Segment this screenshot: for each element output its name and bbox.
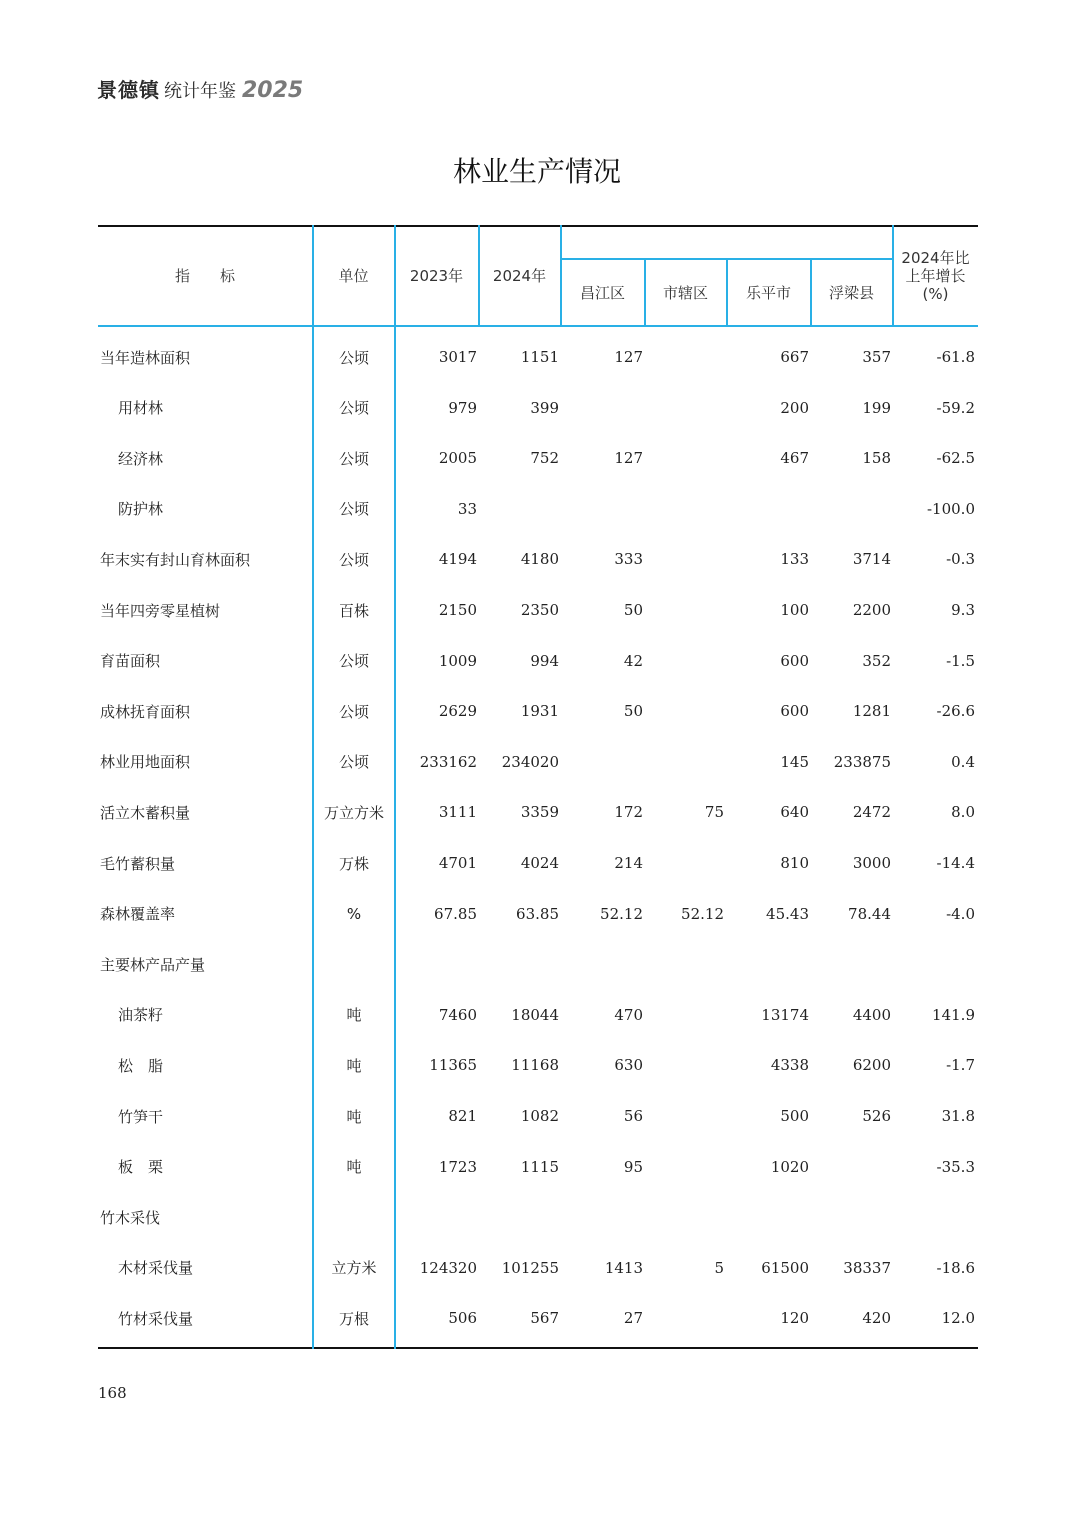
row-label: 当年造林面积: [100, 348, 191, 367]
cell-leping: [728, 939, 809, 989]
table-row: [98, 585, 978, 635]
cell-2024: 3359: [520, 803, 559, 822]
cell-fuliang: [811, 484, 891, 534]
row-unit: 吨: [346, 1006, 362, 1025]
row-unit: 公顷: [338, 702, 369, 721]
cell-growth: -35.3: [936, 1157, 975, 1176]
cell-shixia: [644, 1091, 724, 1141]
yearbook-subtitle: 统计年鉴: [164, 81, 236, 102]
cell-shixia: [644, 534, 724, 584]
row-label: 年末实有封山育林面积: [100, 550, 251, 569]
row-label: 木材采伐量: [118, 1259, 194, 1278]
row-label: 成林抚育面积: [100, 702, 191, 721]
table-row: [98, 1192, 978, 1242]
cell-leping: 1020: [770, 1157, 809, 1176]
cell-2024: 994: [530, 651, 559, 670]
cell-fuliang: 158: [862, 449, 891, 468]
cell-changjiang: 127: [614, 449, 643, 468]
row-label: 活立木蓄积量: [100, 803, 191, 822]
cell-fuliang: 1281: [852, 702, 891, 721]
row-label: 毛竹蓄积量: [100, 854, 176, 873]
cell-2023: 2005: [438, 449, 477, 468]
row-label: 竹木采伐: [100, 1208, 161, 1227]
header-growth: 2024年比 上年增长 (%): [901, 249, 970, 303]
cell-shixia: [644, 838, 724, 888]
row-unit: 公顷: [338, 753, 369, 772]
cell-shixia: [644, 332, 724, 382]
cell-leping: 200: [780, 398, 809, 417]
cell-leping: 667: [780, 348, 809, 366]
row-label: 经济林: [118, 449, 164, 468]
cell-shixia: [644, 1192, 724, 1242]
cell-2023: 7460: [438, 1005, 477, 1024]
cell-changjiang: [561, 939, 643, 989]
cell-growth: 8.0: [951, 803, 975, 822]
table-row: [98, 484, 978, 534]
cell-leping: 45.43: [766, 904, 809, 923]
row-label: 用材林: [118, 399, 164, 418]
cell-changjiang: 470: [614, 1005, 643, 1024]
cell-shixia: [644, 939, 724, 989]
row-label: 防护林: [118, 500, 164, 519]
cell-2024: 18044: [511, 1005, 559, 1024]
cell-2023: 233162: [419, 752, 477, 771]
cell-shixia: [644, 1142, 724, 1192]
row-unit: [313, 939, 395, 989]
table-row: [98, 383, 978, 433]
cell-2024: 752: [530, 449, 559, 468]
cell-shixia: 75: [704, 803, 724, 822]
cell-changjiang: 95: [623, 1157, 643, 1176]
header-changjiang: 昌江区: [579, 283, 625, 302]
cell-fuliang: 38337: [843, 1258, 891, 1277]
row-unit: 公顷: [338, 500, 369, 519]
page-number: 168: [98, 1384, 127, 1402]
row-unit: %: [346, 904, 362, 923]
cell-2023: 33: [457, 499, 477, 518]
cell-changjiang: 172: [614, 803, 643, 822]
table-row: [98, 1293, 978, 1343]
cell-shixia: [644, 585, 724, 635]
cell-2024: 1931: [520, 702, 559, 721]
row-unit: 公顷: [338, 449, 369, 468]
row-unit: 百株: [338, 601, 369, 620]
cell-growth: -1.7: [946, 1056, 975, 1075]
row-unit: 公顷: [338, 348, 369, 367]
row-unit: 立方米: [331, 1259, 377, 1278]
cell-2024: 1082: [520, 1107, 559, 1125]
cell-fuliang: 4400: [852, 1005, 891, 1024]
cell-growth: 141.9: [932, 1005, 975, 1024]
row-unit: 万根: [338, 1309, 369, 1328]
header-2023: 2023年: [409, 267, 464, 285]
row-label: 竹材采伐量: [118, 1309, 194, 1328]
cell-leping: [728, 484, 809, 534]
cell-2023: 4701: [438, 854, 477, 872]
cell-fuliang: 199: [862, 398, 891, 417]
row-label: 油茶籽: [118, 1006, 164, 1025]
cell-2024: 11168: [511, 1056, 559, 1075]
cell-leping: 13174: [761, 1005, 809, 1024]
cell-leping: 640: [780, 803, 809, 822]
cell-fuliang: 233875: [833, 752, 891, 771]
cell-leping: 500: [780, 1107, 809, 1125]
cell-leping: 145: [780, 752, 809, 771]
cell-changjiang: 1413: [604, 1258, 643, 1277]
cell-fuliang: 2472: [852, 803, 891, 822]
cell-changjiang: 630: [614, 1056, 643, 1075]
cell-changjiang: 50: [623, 702, 643, 721]
cell-shixia: [644, 686, 724, 736]
row-label: 森林覆盖率: [100, 905, 176, 924]
cell-2023: 4194: [438, 550, 477, 569]
cell-growth: -100.0: [926, 499, 975, 518]
table-row: [98, 990, 978, 1040]
table-row: [98, 534, 978, 584]
table-row: [98, 1091, 978, 1141]
row-label: 主要林产品产量: [100, 955, 206, 974]
cell-2023: 3111: [438, 803, 477, 822]
cell-2023: 506: [448, 1309, 477, 1328]
row-unit: 公顷: [338, 550, 369, 569]
cell-growth: 12.0: [941, 1309, 975, 1328]
cell-2024: 63.85: [516, 904, 559, 923]
row-label: 竹笋干: [118, 1107, 164, 1126]
cell-leping: 100: [780, 601, 809, 619]
row-unit: 吨: [346, 1056, 362, 1075]
cell-2023: 1723: [438, 1157, 477, 1176]
header-shixia: 市辖区: [662, 283, 708, 302]
table-row: [98, 686, 978, 736]
cell-growth: [893, 1192, 975, 1242]
row-label: 林业用地面积: [100, 753, 191, 772]
row-unit: 吨: [346, 1107, 362, 1126]
table-bottom-rule: [98, 1347, 978, 1349]
cell-growth: -4.0: [946, 904, 975, 923]
cell-2023: 124320: [419, 1258, 477, 1277]
cell-2023: 67.85: [434, 904, 477, 923]
row-label: 松 脂: [118, 1056, 164, 1075]
cell-growth: -18.6: [936, 1258, 975, 1277]
table-row: [98, 787, 978, 837]
cell-fuliang: 2200: [852, 601, 891, 619]
cell-2024: [478, 1192, 559, 1242]
page-title: 林业生产情况: [452, 155, 621, 188]
cell-2023: 2150: [438, 601, 477, 619]
yearbook-year: 2025: [242, 78, 304, 103]
cell-shixia: [644, 383, 724, 433]
cell-fuliang: [811, 1192, 891, 1242]
cell-shixia: 5: [714, 1258, 724, 1277]
table-row: [98, 1040, 978, 1090]
brand-name: 景德镇: [97, 78, 160, 102]
cell-changjiang: [561, 1192, 643, 1242]
cell-fuliang: [811, 1142, 891, 1192]
cell-growth: -61.8: [936, 348, 975, 366]
cell-growth: 9.3: [951, 601, 975, 619]
row-unit: 公顷: [338, 399, 369, 418]
cell-changjiang: 56: [623, 1107, 643, 1125]
cell-changjiang: 127: [614, 348, 643, 366]
cell-changjiang: [561, 383, 643, 433]
cell-leping: 600: [780, 651, 809, 670]
cell-shixia: [644, 484, 724, 534]
cell-changjiang: 52.12: [600, 904, 643, 923]
cell-2024: 101255: [501, 1258, 559, 1277]
row-unit: 万株: [338, 854, 369, 873]
table-row: [98, 332, 978, 382]
cell-leping: 4338: [770, 1056, 809, 1075]
row-label: 当年四旁零星植树: [100, 601, 221, 620]
cell-fuliang: [811, 939, 891, 989]
cell-2024: [478, 939, 559, 989]
cell-fuliang: 6200: [852, 1056, 891, 1075]
cell-changjiang: 27: [623, 1309, 643, 1328]
row-label: 育苗面积: [100, 652, 161, 671]
cell-2024: 4180: [520, 550, 559, 569]
header-unit: 单位: [338, 267, 369, 285]
cell-2024: 4024: [520, 854, 559, 872]
cell-leping: [728, 1192, 809, 1242]
header-bottom-rule: [98, 325, 978, 327]
cell-2024: 567: [530, 1309, 559, 1328]
cell-shixia: [644, 1293, 724, 1343]
cell-2023: 3017: [438, 348, 477, 366]
header-leping: 乐平市: [745, 283, 791, 302]
cell-fuliang: 357: [862, 348, 891, 366]
cell-changjiang: [561, 737, 643, 787]
cell-fuliang: 420: [862, 1309, 891, 1328]
cell-2023: 821: [448, 1107, 477, 1125]
header-indicator: 指 标: [174, 267, 235, 285]
cell-changjiang: [561, 484, 643, 534]
cell-2023: 11365: [429, 1056, 477, 1075]
row-unit: 万立方米: [323, 803, 384, 822]
cell-fuliang: 352: [862, 651, 891, 670]
cell-leping: 600: [780, 702, 809, 721]
cell-2023: 1009: [438, 651, 477, 670]
cell-shixia: [644, 737, 724, 787]
cell-shixia: [644, 1040, 724, 1090]
cell-shixia: [644, 990, 724, 1040]
cell-changjiang: 42: [623, 651, 643, 670]
cell-2023: 979: [448, 398, 477, 417]
cell-changjiang: 50: [623, 601, 643, 619]
table-row: [98, 737, 978, 787]
cell-2024: 1115: [520, 1157, 559, 1176]
row-unit: 公顷: [338, 652, 369, 671]
cell-leping: 120: [780, 1309, 809, 1328]
header-2024: 2024年: [492, 267, 547, 285]
table-row: [98, 636, 978, 686]
row-label: 板 栗: [118, 1158, 164, 1177]
cell-shixia: [644, 433, 724, 483]
cell-2023: [395, 939, 477, 989]
cell-leping: 467: [780, 449, 809, 468]
cell-2024: 234020: [501, 752, 559, 771]
cell-growth: 0.4: [951, 752, 975, 771]
cell-growth: -1.5: [946, 651, 975, 670]
table-row: [98, 889, 978, 939]
cell-shixia: 52.12: [681, 904, 724, 923]
cell-fuliang: 526: [862, 1107, 891, 1125]
cell-growth: [893, 939, 975, 989]
table-row: [98, 939, 978, 989]
cell-growth: -0.3: [946, 550, 975, 569]
cell-changjiang: 214: [614, 854, 643, 872]
cell-fuliang: 3000: [852, 854, 891, 872]
cell-2023: [395, 1192, 477, 1242]
cell-shixia: [644, 636, 724, 686]
cell-2023: 2629: [438, 702, 477, 721]
row-unit: [313, 1192, 395, 1242]
table-row: [98, 838, 978, 888]
table-row: [98, 433, 978, 483]
cell-2024: 2350: [520, 601, 559, 619]
cell-leping: 133: [780, 550, 809, 569]
cell-2024: 1151: [520, 348, 559, 366]
cell-2024: 399: [530, 398, 559, 417]
cell-fuliang: 78.44: [848, 904, 891, 923]
cell-leping: 61500: [761, 1258, 809, 1277]
cell-changjiang: 333: [614, 550, 643, 569]
cell-growth: -14.4: [936, 854, 975, 872]
cell-2024: [478, 484, 559, 534]
cell-growth: -62.5: [936, 449, 975, 468]
table-row: [98, 1243, 978, 1293]
header-fuliang: 浮梁县: [828, 283, 874, 302]
cell-fuliang: 3714: [852, 550, 891, 569]
table-row: [98, 1142, 978, 1192]
row-unit: 吨: [346, 1158, 362, 1177]
cell-leping: 810: [780, 854, 809, 872]
cell-growth: 31.8: [941, 1107, 975, 1125]
yearbook-header: [97, 74, 303, 104]
cell-growth: -26.6: [936, 702, 975, 721]
cell-growth: -59.2: [936, 398, 975, 417]
